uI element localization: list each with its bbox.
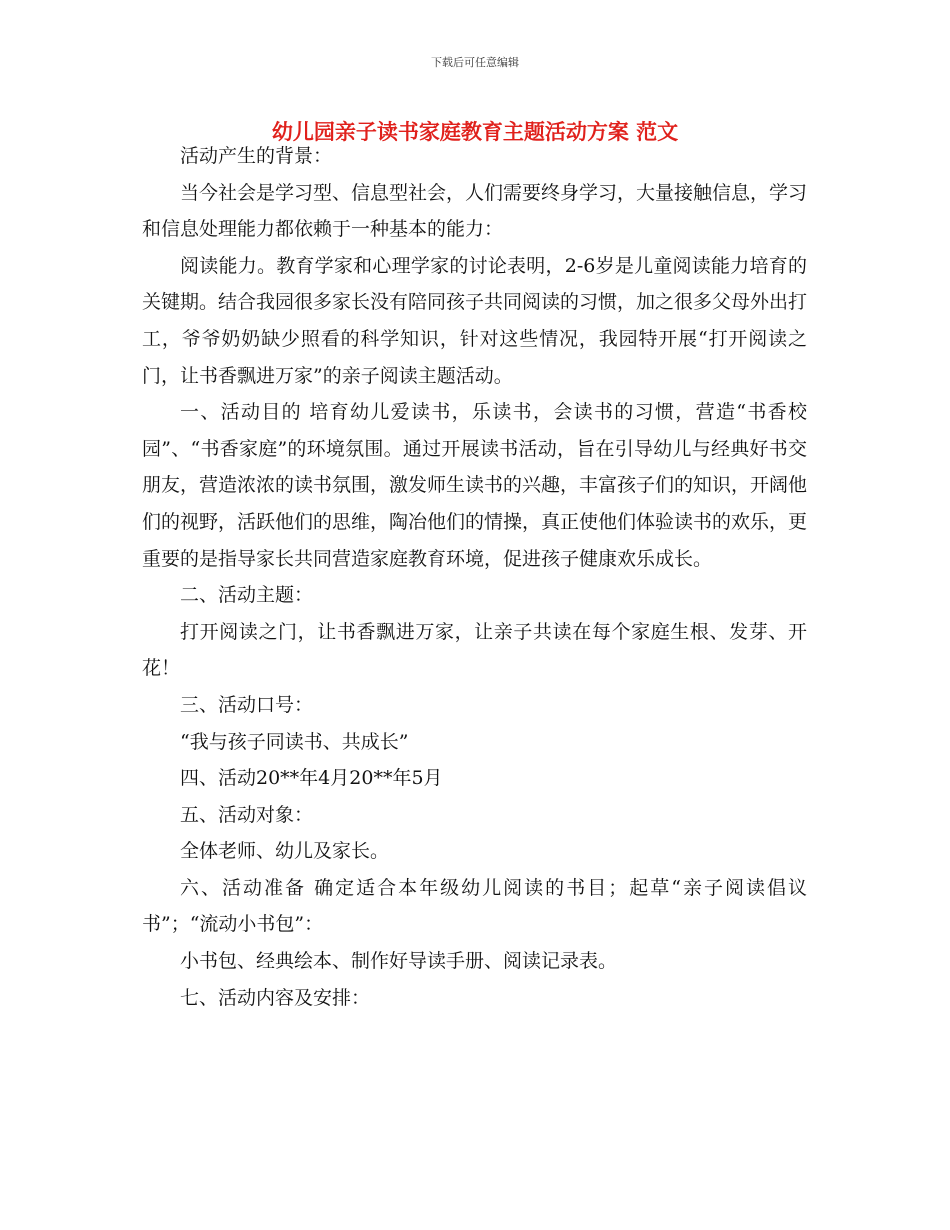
paragraph-audience: 全体老师、幼儿及家长。 xyxy=(180,840,390,863)
paragraph-theme-heading: 二、活动主题： xyxy=(180,584,314,607)
paragraph-theme: 打开阅读之门，让书香飘进万家，让亲子共读在每个家庭生根、发芽、开花！ xyxy=(142,620,807,680)
paragraph-slogan-heading: 三、活动口号： xyxy=(180,693,314,716)
paragraph-audience-heading: 五、活动对象： xyxy=(180,803,314,826)
paragraph-time: 四、活动20**年4月20**年5月 xyxy=(180,767,443,790)
paragraph-background: 活动产生的背景： xyxy=(180,145,333,167)
paragraph-content-heading: 七、活动内容及安排： xyxy=(180,986,371,1009)
paragraph-purpose: 一、活动目的 培育幼儿爱读书，乐读书，会读书的习惯，营造“书香校园”、“书香家庭”的环境氛围。通过开展读书活动，旨在引导幼儿与经典好书交朋友，营造浓浓的读书氛围，激发师生读书的兴趣，丰富孩子们的知识，开阔他们的视野，活跃他们的思维，陶冶他们的情操，真正使他们体验读书的欢乐，更重要的是指导家长共同营造家庭教育环境，促进孩子健康欢乐成长。 xyxy=(142,401,808,570)
document-title: 幼儿园亲子读书家庭教育主题活动方案 范文 xyxy=(271,119,679,144)
header-note: 下载后可任意编辑 xyxy=(431,56,519,69)
paragraph-materials: 小书包、经典绘本、制作好导读手册、阅读记录表。 xyxy=(180,950,618,973)
paragraph-intro: 当今社会是学习型、信息型社会，人们需要终身学习，大量接触信息，学习和信息处理能力都依赖于一种基本的能力： xyxy=(142,181,808,241)
paragraph-slogan: “我与孩子同读书、共成长” xyxy=(180,730,409,753)
document-body xyxy=(142,138,807,1016)
paragraph-preparation: 六、活动准备 确定适合本年级幼儿阅读的书目；起草“亲子阅读倡议书”；“流动小书包”： xyxy=(142,876,807,936)
paragraph-reading-ability: 阅读能力。教育学家和心理学家的讨论表明，2-6岁是儿童阅读能力培育的关键期。结合我园很多家长没有陪同孩子共同阅读的习惯，加之很多父母外出打工，爷爷奶奶缺少照看的科学知识，针对这些情况，我园特开展“打开阅读之门，让书香飘进万家”的亲子阅读主题活动。 xyxy=(142,254,808,387)
